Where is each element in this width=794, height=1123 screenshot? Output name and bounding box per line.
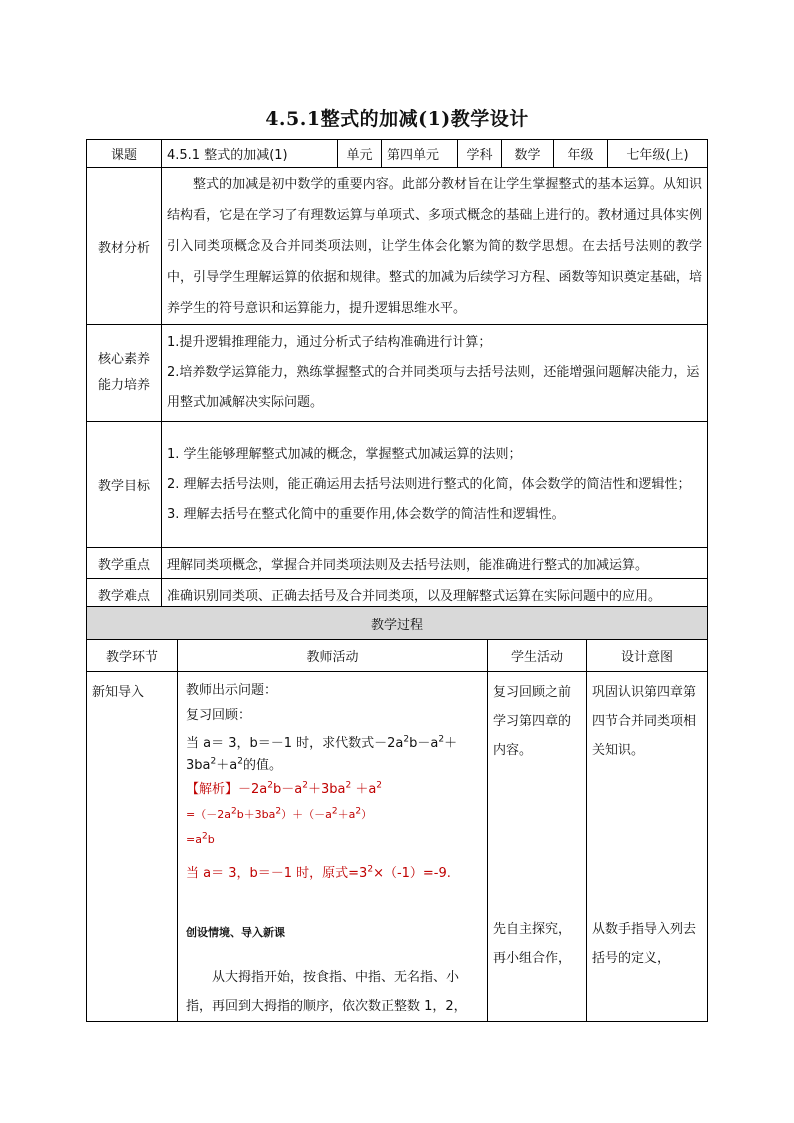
solution-line-2: $=(-2a^2b+3ba^2)+(-a^2+a^2)$ (186, 806, 373, 821)
core-text (162, 325, 708, 422)
question-line: 当 a＝ 3，b＝－1 时，求代数式$-2a^2b-a^2+3ba^2+a^2$的值。 (186, 734, 458, 773)
intent-text-1: 巩固认识第四章第四节合并同类项相关知识。 (592, 685, 697, 758)
process-banner: 教学过程 (87, 607, 708, 640)
process-row-intro (87, 672, 708, 1022)
label-subject: 学科 (458, 140, 502, 168)
label-grade: 年级 (554, 140, 608, 168)
goals-text (162, 422, 708, 548)
difficulty-text: 准确识别同类项、正确去括号及合并同类项，以及理解整式运算在实际问题中的应用。 (162, 579, 708, 610)
section-heading: 创设情境、导入新课 (186, 926, 285, 939)
unit-value: 第四单元 (382, 140, 458, 168)
solution-line-1: 【解析】$-2a^2b-a^2+3ba^2 +a^2$ (186, 780, 383, 797)
topic-value: 4.5.1 整式的加减(1) (162, 140, 338, 168)
student-text-1: 复习回顾之前学习第四章的内容。 (493, 685, 572, 758)
header-teacher: 教师活动 (178, 640, 488, 672)
spacer (493, 765, 581, 915)
material-text: 整式的加减是初中数学的重要内容。此部分教材旨在让学生掌握整式的基本运算。从知识结构看，它是在学习了有理数运算与单项式、多项式概念的基础上进行的。教材通过具体实例引入同类项概念及合并同类项法则，让学生体会化繁为简的数学思想。在去括号法则的教学中，引导学生理解运算的依据和规律。整式的加减为后续学习方程、函数等知识奠定基础，培养学生的符号意识和运算能力，提升逻辑思维水平。 (162, 168, 708, 325)
core-item-2: 2.培养数学运算能力，熟练掌握整式的合并同类项与去括号法则，还能增强问题解决能力，运用整式加减解决实际问题。 (167, 365, 700, 410)
label-topic: 课题 (87, 140, 162, 168)
spacer (186, 945, 482, 963)
key-row (87, 548, 708, 579)
intent-text-2: 从数手指导入列去括号的定义， (592, 922, 697, 966)
difficulty-row (87, 579, 708, 610)
goal-item-3: 3. 理解去括号在整式化简中的重要作用,体会数学的简洁性和逻辑性。 (167, 506, 565, 522)
student-cell (488, 672, 587, 1022)
core-row (87, 325, 708, 422)
key-text: 理解同类项概念，掌握合并同类项法则及去括号法则，能准确进行整式的加减运算。 (162, 548, 708, 579)
label-key: 教学重点 (87, 548, 162, 579)
spacer (186, 886, 482, 920)
intent-cell (587, 672, 708, 1022)
process-banner-row (87, 607, 708, 640)
spacer (592, 765, 702, 915)
grade-value: 七年级(上) (608, 140, 708, 168)
process-header-row (87, 640, 708, 672)
teacher-line-2: 复习回顾： (186, 708, 252, 723)
solution-line-3: $=a^2b$ (186, 831, 215, 846)
page-title: 4.5.1整式的加减(1)教学设计 (265, 108, 529, 130)
material-row (87, 168, 708, 325)
student-text-2: 先自主探究，再小组合作， (493, 922, 572, 966)
label-difficulty: 教学难点 (87, 579, 162, 610)
label-core-line1: 核心素养 (97, 352, 150, 367)
answer-line: 当 a＝ 3，b＝－1 时，原式$=3^2\times(-1)=-9$. (186, 864, 451, 881)
topic-row (87, 140, 708, 168)
lesson-info-table (86, 139, 708, 610)
teacher-line-1: 教师出示问题： (186, 683, 278, 698)
goals-row (87, 422, 708, 548)
subject-value: 数学 (502, 140, 554, 168)
goal-item-1: 1. 学生能够理解整式加减的概念，掌握整式加减运算的法则； (167, 446, 522, 462)
intro-paragraph: 从大拇指开始，按食指、中指、无名指、小指，再回到大拇指的顺序，依次数正整数 1，2， (186, 970, 467, 1014)
label-goals: 教学目标 (87, 422, 162, 548)
label-core (87, 325, 162, 422)
label-material: 教材分析 (87, 168, 162, 325)
label-unit: 单元 (338, 140, 382, 168)
stage-cell: 新知导入 (87, 672, 178, 1022)
goal-item-2: 2. 理解去括号法则，能正确运用去括号法则进行整式的化简，体会数学的简洁性和逻辑性； (167, 476, 691, 492)
teacher-cell (178, 672, 488, 1022)
label-core-line2: 能力培养 (97, 378, 150, 393)
header-intent: 设计意图 (587, 640, 708, 672)
core-item-1: 1.提升逻辑推理能力，通过分析式子结构准确进行计算； (167, 335, 492, 350)
header-stage: 教学环节 (87, 640, 178, 672)
process-table (86, 606, 708, 1022)
header-student: 学生活动 (488, 640, 587, 672)
